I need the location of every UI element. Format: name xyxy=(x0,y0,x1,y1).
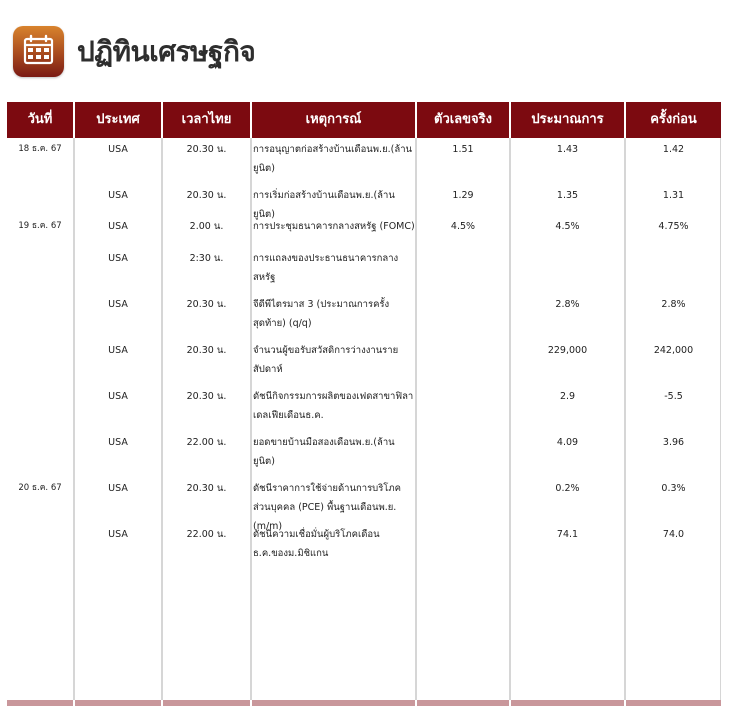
cell-country: USA xyxy=(108,345,128,356)
cell-date: 20 ธ.ค. 67 xyxy=(18,483,62,493)
cell-previous: 4.75% xyxy=(658,221,689,232)
table-row xyxy=(7,525,721,569)
cell-time: 20.30 น. xyxy=(186,190,227,201)
cell-previous: 242,000 xyxy=(653,345,694,356)
table-row xyxy=(7,249,721,293)
cell-previous: -5.5 xyxy=(664,391,683,402)
cell-time: 2:30 น. xyxy=(189,253,224,264)
calendar-icon xyxy=(13,26,64,77)
table-footer-bar xyxy=(252,700,415,706)
col-header-country: ประเทศ xyxy=(75,102,161,138)
col-header-previous: ครั้งก่อน xyxy=(626,102,721,138)
cell-forecast: 4.5% xyxy=(555,221,580,232)
cell-event: ดัชนีราคาการใช้จ่ายด้านการบริโภคส่วนบุคคล (PCE) พื้นฐานเดือนพ.ย. (m/m) xyxy=(253,483,402,532)
cell-date xyxy=(7,187,73,207)
table-footer-bar xyxy=(626,700,721,706)
cell-forecast: 2.9 xyxy=(559,391,576,402)
cell-country: USA xyxy=(108,391,128,402)
table-footer-bar xyxy=(75,700,161,706)
cell-event: ดัชนีกิจกรรมการผลิตของเฟดสาขาฟิลาเดลเฟียเดือนธ.ค. xyxy=(253,391,414,421)
cell-forecast: 0.2% xyxy=(555,483,580,494)
cell-time: 2.00 น. xyxy=(189,221,224,232)
cell-event: การแถลงของประธานธนาคารกลางสหรัฐ xyxy=(253,253,399,283)
table-row xyxy=(7,433,721,477)
cell-date xyxy=(7,526,73,546)
cell-forecast: 229,000 xyxy=(547,345,588,356)
col-header-actual: ตัวเลขจริง xyxy=(417,102,509,138)
cell-date: 19 ธ.ค. 67 xyxy=(18,221,62,231)
cell-forecast: 74.1 xyxy=(556,529,579,540)
cell-actual xyxy=(417,387,509,407)
table-footer-bar xyxy=(163,700,250,706)
cell-country: USA xyxy=(108,253,128,264)
economic-calendar-table xyxy=(7,102,721,706)
cell-date xyxy=(7,342,73,362)
page-title: ปฏิทินเศรษฐกิจ xyxy=(77,35,256,68)
cell-country: USA xyxy=(108,299,128,310)
cell-forecast: 1.43 xyxy=(556,144,579,155)
cell-previous: 3.96 xyxy=(662,437,685,448)
cell-time: 20.30 น. xyxy=(186,391,227,402)
cell-previous: 1.31 xyxy=(662,190,685,201)
cell-country: USA xyxy=(108,190,128,201)
cell-time: 20.30 น. xyxy=(186,299,227,310)
cell-date xyxy=(7,388,73,408)
cell-forecast xyxy=(511,249,624,269)
cell-forecast: 4.09 xyxy=(556,437,579,448)
cell-time: 20.30 น. xyxy=(186,345,227,356)
cell-actual xyxy=(417,479,509,499)
cell-date xyxy=(7,250,73,270)
col-header-date: วันที่ xyxy=(7,102,73,138)
table-row xyxy=(7,479,721,532)
cell-forecast: 1.35 xyxy=(556,190,579,201)
cell-actual xyxy=(417,249,509,269)
cell-actual: 1.51 xyxy=(452,144,474,155)
cell-country: USA xyxy=(108,483,128,494)
cell-event: ดัชนีความเชื่อมั่นผู้บริโภคเดือนธ.ค.ของม.มิชิแกน xyxy=(253,529,380,559)
table-row xyxy=(7,387,721,431)
cell-time: 22.00 น. xyxy=(186,529,227,540)
table-row xyxy=(7,341,721,385)
cell-date: 18 ธ.ค. 67 xyxy=(18,144,62,154)
cell-date xyxy=(7,434,73,454)
cell-forecast: 2.8% xyxy=(555,299,580,310)
table-header-row xyxy=(7,102,721,138)
cell-country: USA xyxy=(108,437,128,448)
page-header xyxy=(0,0,730,100)
cell-previous: 2.8% xyxy=(661,299,686,310)
col-header-event: เหตุการณ์ xyxy=(252,102,415,138)
cell-event: การประชุมธนาคารกลางสหรัฐ (FOMC) xyxy=(253,221,415,232)
cell-country: USA xyxy=(108,221,128,232)
cell-date xyxy=(7,296,73,316)
table-row xyxy=(7,295,721,339)
cell-actual xyxy=(417,341,509,361)
cell-country: USA xyxy=(108,144,128,155)
cell-event: การเริ่มก่อสร้างบ้านเดือนพ.ย.(ล้านยูนิต) xyxy=(253,190,395,220)
cell-previous xyxy=(626,249,721,269)
cell-event: การอนุญาตก่อสร้างบ้านเดือนพ.ย.(ล้านยูนิต) xyxy=(253,144,413,174)
table-footer-bar xyxy=(7,700,73,706)
cell-actual xyxy=(417,525,509,545)
table-row xyxy=(7,140,721,184)
table-footer-bar xyxy=(417,700,509,706)
table-footer-bar xyxy=(511,700,624,706)
cell-time: 20.30 น. xyxy=(186,483,227,494)
cell-time: 20.30 น. xyxy=(186,144,227,155)
cell-event: จำนวนผู้ขอรับสวัสดิการว่างงานรายสัปดาห์ xyxy=(253,345,399,375)
cell-previous: 1.42 xyxy=(662,144,685,155)
cell-actual xyxy=(417,433,509,453)
cell-previous: 74.0 xyxy=(662,529,685,540)
cell-actual: 4.5% xyxy=(450,221,476,232)
cell-actual xyxy=(417,295,509,315)
cell-time: 22.00 น. xyxy=(186,437,227,448)
col-header-time: เวลาไทย xyxy=(163,102,250,138)
cell-event: จีดีพีไตรมาส 3 (ประมาณการครั้งสุดท้าย) (q/q) xyxy=(253,299,390,329)
cell-country: USA xyxy=(108,529,128,540)
cell-event: ยอดขายบ้านมือสองเดือนพ.ย.(ล้านยูนิต) xyxy=(253,437,395,467)
col-header-forecast: ประมาณการ xyxy=(511,102,624,138)
cell-previous: 0.3% xyxy=(661,483,686,494)
cell-actual: 1.29 xyxy=(452,190,474,201)
